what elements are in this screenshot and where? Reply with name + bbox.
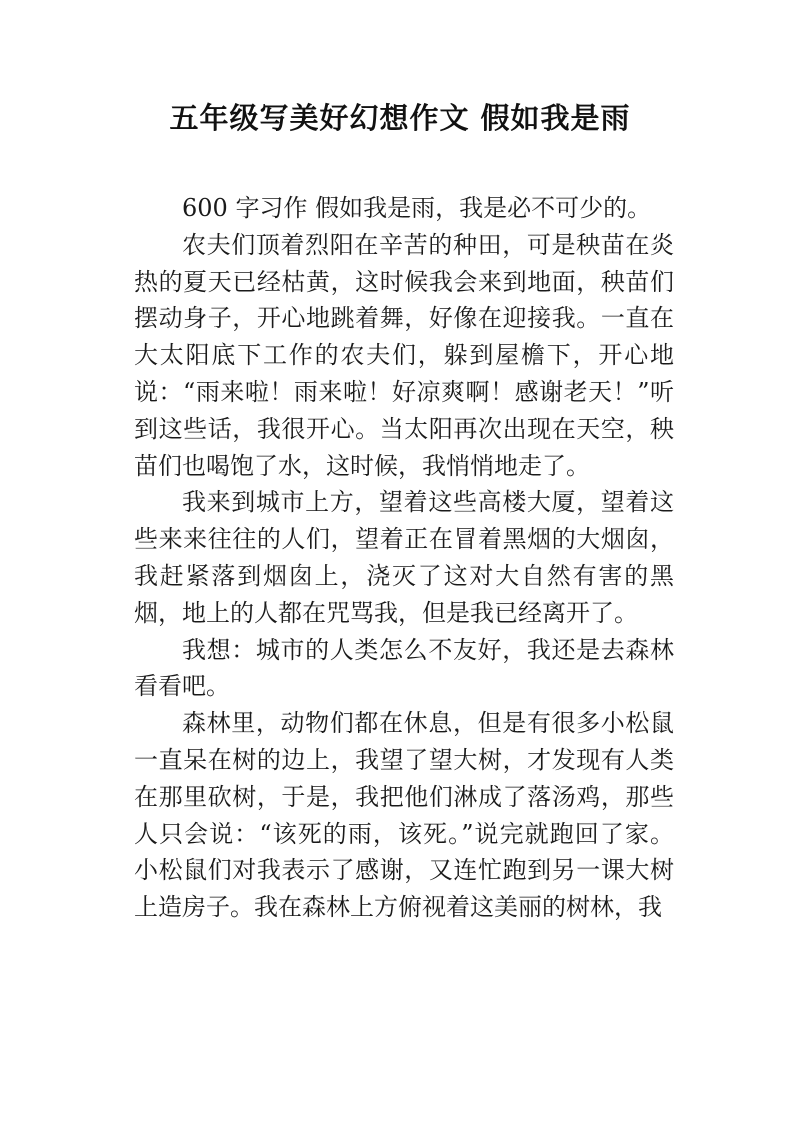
- paragraph: 森林里，动物们都在休息，但是有很多小松鼠一直呆在树的边上，我望了望大树，才发现有人类在那里砍树，于是，我把他们淋成了落汤鸡，那些人只会说：“该死的雨，该死。”说完就跑回了家。小松鼠们对我表示了感谢，又连忙跑到另一课大树上造房子。我在森林上方俯视着这美丽的树林，我: [134, 709, 674, 922]
- paragraph: 我来到城市上方，望着这些高楼大厦，望着这些来来往往的人们，望着正在冒着黑烟的大烟囱，我赶紧落到烟囱上，浇灭了这对大自然有害的黑烟，地上的人都在咒骂我，但是我已经离开了。: [134, 488, 674, 627]
- paragraph: 农夫们顶着烈阳在辛苦的种田，可是秧苗在炎热的夏天已经枯黄，这时候我会来到地面，秧苗们摆动身子，开心地跳着舞，好像在迎接我。一直在大太阳底下工作的农夫们，躲到屋檐下，开心地说：“雨来啦！雨来啦！好凉爽啊！感谢老天！”听到这些话，我很开心。当太阳再次出现在天空，秧苗们也喝饱了水，这时候，我悄悄地走了。: [134, 230, 674, 480]
- document-body: [134, 190, 674, 926]
- document-title: 五年级写美好幻想作文 假如我是雨: [169, 101, 631, 135]
- paragraph: 我想：城市的人类怎么不友好，我还是去森林看看吧。: [134, 635, 674, 701]
- paragraph: 600 字习作 假如我是雨，我是必不可少的。: [182, 194, 652, 222]
